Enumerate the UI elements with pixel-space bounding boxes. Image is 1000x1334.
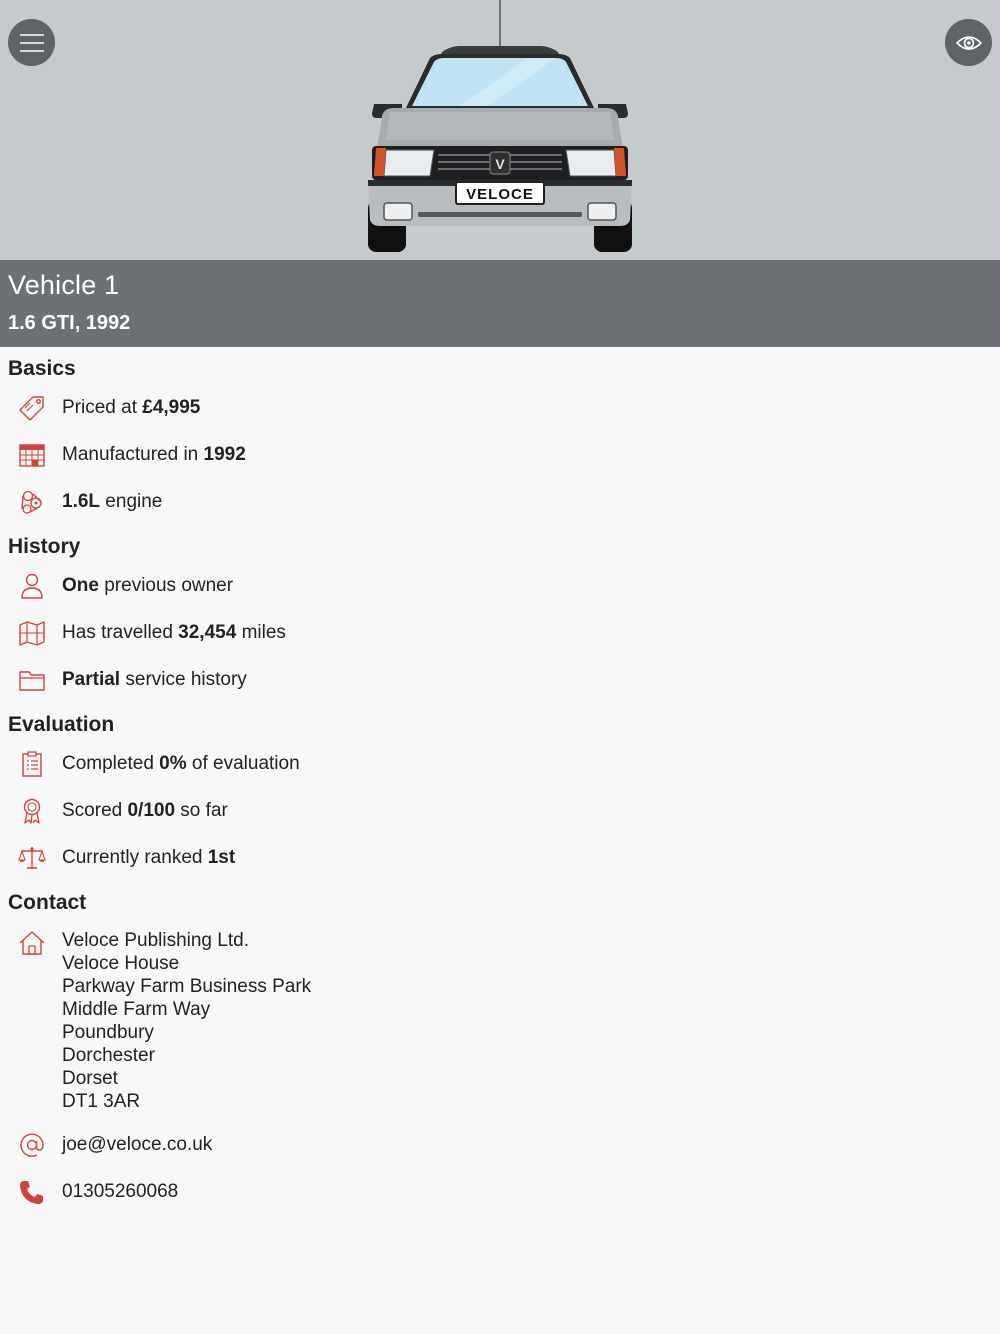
folder-icon (18, 666, 46, 694)
address-line: Veloce House (62, 953, 180, 974)
at-sign-icon (18, 1131, 46, 1159)
address-line: Dorchester (62, 1045, 155, 1066)
detail-text-service: Partial service history (62, 669, 247, 690)
eye-icon (956, 34, 982, 52)
section-title-history: History (8, 535, 81, 558)
phone-icon (18, 1178, 46, 1206)
section-title-evaluation: Evaluation (8, 713, 115, 736)
view-toggle-button[interactable] (945, 19, 992, 66)
detail-row-year (0, 441, 600, 481)
vehicle-hero (0, 0, 1000, 260)
detail-text-score: Scored 0/100 so far (62, 800, 228, 821)
detail-text-owners: One previous owner (62, 575, 234, 596)
map-icon (18, 619, 46, 647)
detail-row-service (0, 666, 600, 706)
vehicle-name: Vehicle 1 (8, 270, 120, 300)
contact-phone-link[interactable]: 01305260068 (62, 1181, 179, 1202)
detail-row-mileage (0, 619, 600, 659)
detail-text-evaluation-progress: Completed 0% of evaluation (62, 753, 300, 774)
detail-text-engine: 1.6L engine (62, 491, 163, 512)
award-ribbon-icon (18, 797, 46, 825)
detail-row-evaluation-progress (0, 750, 600, 790)
detail-row-score (0, 797, 600, 837)
address-line: Parkway Farm Business Park (62, 976, 312, 997)
badge-letter: V (495, 156, 505, 172)
address-line: DT1 3AR (62, 1091, 141, 1112)
detail-row-price (0, 394, 600, 434)
menu-button[interactable] (8, 19, 55, 66)
contact-address (62, 929, 311, 1113)
hamburger-icon (19, 33, 45, 53)
engine-belt-icon (18, 488, 46, 516)
section-title-contact: Contact (8, 891, 87, 914)
price-tag-icon (18, 394, 46, 422)
detail-text-year: Manufactured in 1992 (62, 444, 246, 465)
address-line: Poundbury (62, 1022, 154, 1043)
scales-icon (18, 844, 46, 872)
person-icon (18, 572, 46, 600)
home-icon (18, 929, 46, 957)
contact-email-row[interactable] (0, 1131, 600, 1171)
detail-text-price: Priced at £4,995 (62, 397, 201, 418)
vehicle-title-bar (0, 260, 1000, 347)
section-title-basics: Basics (8, 357, 76, 380)
calendar-icon (18, 441, 46, 469)
contact-email-link[interactable]: joe@veloce.co.uk (62, 1134, 213, 1155)
clipboard-icon (18, 750, 46, 778)
detail-text-mileage: Has travelled 32,454 miles (62, 622, 286, 643)
vehicle-subtitle: 1.6 GTI, 1992 (8, 312, 131, 334)
detail-row-rank (0, 844, 600, 884)
detail-text-rank: Currently ranked 1st (62, 847, 236, 868)
address-line: Dorset (62, 1068, 118, 1089)
car-front-illustration (360, 0, 640, 260)
detail-row-owners (0, 572, 600, 612)
number-plate: VELOCE (466, 186, 534, 203)
address-line: Middle Farm Way (62, 999, 211, 1020)
address-line: Veloce Publishing Ltd. (62, 930, 249, 951)
contact-phone-row[interactable] (0, 1178, 600, 1218)
detail-row-engine (0, 488, 600, 528)
